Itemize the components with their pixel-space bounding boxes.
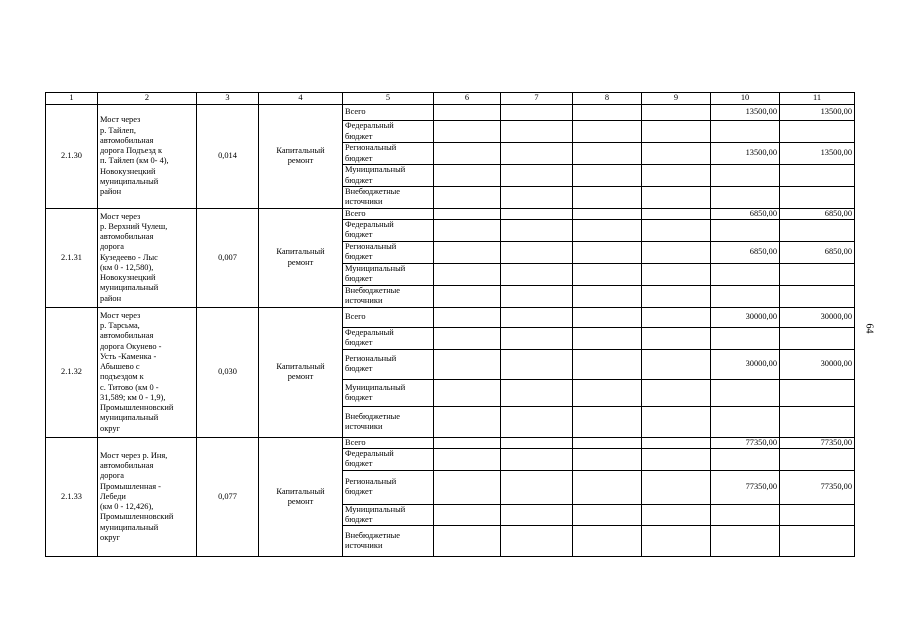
amount-col11-cell — [780, 219, 855, 241]
amount-col11-cell: 77350,00 — [780, 470, 855, 504]
empty-cell — [434, 470, 501, 504]
object-name-cell: Мост через р. Верхний Чулеш, автомобильная дорога Кузедеево - Лыс (км 0 - 12,580), Новокузнецкий муниципальный район — [98, 208, 197, 307]
empty-cell — [434, 526, 501, 557]
empty-cell — [501, 219, 573, 241]
funding-source-cell: Внебюджетные источники — [343, 285, 434, 307]
header-cell: 4 — [259, 93, 343, 105]
empty-cell — [573, 437, 642, 448]
empty-cell — [642, 105, 711, 121]
empty-cell — [501, 379, 573, 406]
amount-col11-cell: 13500,00 — [780, 143, 855, 165]
empty-cell — [573, 187, 642, 209]
empty-cell — [642, 470, 711, 504]
empty-cell — [642, 165, 711, 187]
empty-cell — [573, 219, 642, 241]
empty-cell — [642, 241, 711, 263]
header-cell: 7 — [501, 93, 573, 105]
funding-source-cell: Федеральный бюджет — [343, 327, 434, 349]
funding-source-cell: Федеральный бюджет — [343, 219, 434, 241]
header-cell: 1 — [46, 93, 98, 105]
empty-cell — [642, 379, 711, 406]
amount-col10-cell — [711, 285, 780, 307]
funding-source-cell: Всего — [343, 105, 434, 121]
empty-cell — [573, 379, 642, 406]
table-row — [46, 307, 855, 327]
empty-cell — [434, 307, 501, 327]
empty-cell — [501, 470, 573, 504]
funding-source-cell: Внебюджетные источники — [343, 406, 434, 437]
empty-cell — [501, 437, 573, 448]
amount-col11-cell — [780, 379, 855, 406]
header-cell: 10 — [711, 93, 780, 105]
amount-col10-cell — [711, 449, 780, 471]
amount-col11-cell — [780, 285, 855, 307]
empty-cell — [434, 121, 501, 143]
empty-cell — [434, 285, 501, 307]
budget-table — [45, 92, 855, 557]
amount-col11-cell — [780, 263, 855, 285]
empty-cell — [573, 208, 642, 219]
empty-cell — [501, 285, 573, 307]
empty-cell — [642, 449, 711, 471]
amount-col10-cell — [711, 504, 780, 526]
empty-cell — [434, 165, 501, 187]
empty-cell — [573, 406, 642, 437]
empty-cell — [434, 143, 501, 165]
empty-cell — [642, 307, 711, 327]
empty-cell — [642, 263, 711, 285]
empty-cell — [573, 121, 642, 143]
work-type-cell: Капитальный ремонт — [259, 307, 343, 437]
item-code-cell: 2.1.31 — [46, 208, 98, 307]
amount-col10-cell — [711, 379, 780, 406]
empty-cell — [501, 208, 573, 219]
empty-cell — [434, 449, 501, 471]
empty-cell — [434, 437, 501, 448]
amount-col10-cell — [711, 526, 780, 557]
work-type-cell: Капитальный ремонт — [259, 208, 343, 307]
empty-cell — [501, 165, 573, 187]
empty-cell — [642, 219, 711, 241]
object-name-cell: Мост через р. Тарсьма, автомобильная дорога Окунево - Усть -Каменка - Абышево с подъездом к с. Титово (км 0 - 31,589; км 0 - 1,9), Промышленновский муниципальный округ — [98, 307, 197, 437]
funding-source-cell: Муниципальный бюджет — [343, 504, 434, 526]
work-type-cell: Капитальный ремонт — [259, 105, 343, 209]
empty-cell — [573, 241, 642, 263]
empty-cell — [434, 208, 501, 219]
funding-source-cell: Региональный бюджет — [343, 349, 434, 379]
amount-col10-cell: 6850,00 — [711, 241, 780, 263]
amount-col11-cell — [780, 406, 855, 437]
amount-col10-cell — [711, 219, 780, 241]
empty-cell — [434, 105, 501, 121]
amount-col10-cell — [711, 327, 780, 349]
header-cell: 9 — [642, 93, 711, 105]
length-cell: 0,030 — [197, 307, 259, 437]
empty-cell — [642, 143, 711, 165]
empty-cell — [434, 187, 501, 209]
amount-col10-cell: 77350,00 — [711, 437, 780, 448]
amount-col11-cell — [780, 504, 855, 526]
empty-cell — [434, 327, 501, 349]
empty-cell — [642, 526, 711, 557]
amount-col11-cell: 6850,00 — [780, 208, 855, 219]
empty-cell — [573, 165, 642, 187]
header-cell: 11 — [780, 93, 855, 105]
empty-cell — [573, 449, 642, 471]
empty-cell — [642, 208, 711, 219]
amount-col11-cell — [780, 121, 855, 143]
amount-col10-cell: 30000,00 — [711, 307, 780, 327]
amount-col10-cell — [711, 165, 780, 187]
empty-cell — [501, 105, 573, 121]
funding-source-cell: Федеральный бюджет — [343, 121, 434, 143]
amount-col11-cell — [780, 327, 855, 349]
empty-cell — [434, 504, 501, 526]
amount-col11-cell — [780, 165, 855, 187]
amount-col11-cell — [780, 187, 855, 209]
amount-col10-cell — [711, 406, 780, 437]
funding-source-cell: Региональный бюджет — [343, 470, 434, 504]
empty-cell — [573, 263, 642, 285]
funding-source-cell: Всего — [343, 208, 434, 219]
header-cell: 3 — [197, 93, 259, 105]
header-cell: 5 — [343, 93, 434, 105]
empty-cell — [642, 285, 711, 307]
empty-cell — [642, 406, 711, 437]
amount-col10-cell — [711, 263, 780, 285]
empty-cell — [501, 349, 573, 379]
amount-col11-cell: 13500,00 — [780, 105, 855, 121]
empty-cell — [573, 307, 642, 327]
empty-cell — [573, 470, 642, 504]
empty-cell — [434, 379, 501, 406]
amount-col10-cell — [711, 187, 780, 209]
object-name-cell: Мост через р. Иня, автомобильная дорога Промышленная - Лебеди (км 0 - 12,426), Промышленновский муниципальный округ — [98, 437, 197, 556]
empty-cell — [501, 307, 573, 327]
header-cell: 2 — [98, 93, 197, 105]
amount-col11-cell: 30000,00 — [780, 349, 855, 379]
length-cell: 0,014 — [197, 105, 259, 209]
empty-cell — [642, 327, 711, 349]
amount-col11-cell — [780, 449, 855, 471]
empty-cell — [573, 526, 642, 557]
amount-col10-cell: 13500,00 — [711, 105, 780, 121]
work-type-cell: Капитальный ремонт — [259, 437, 343, 556]
amount-col11-cell: 77350,00 — [780, 437, 855, 448]
header-cell: 8 — [573, 93, 642, 105]
empty-cell — [573, 349, 642, 379]
empty-cell — [501, 121, 573, 143]
header-row — [46, 93, 855, 105]
empty-cell — [501, 187, 573, 209]
empty-cell — [642, 504, 711, 526]
item-code-cell: 2.1.33 — [46, 437, 98, 556]
amount-col11-cell: 30000,00 — [780, 307, 855, 327]
amount-col10-cell — [711, 121, 780, 143]
empty-cell — [434, 263, 501, 285]
empty-cell — [642, 187, 711, 209]
empty-cell — [573, 143, 642, 165]
empty-cell — [501, 143, 573, 165]
amount-col10-cell: 77350,00 — [711, 470, 780, 504]
funding-source-cell: Муниципальный бюджет — [343, 379, 434, 406]
empty-cell — [501, 406, 573, 437]
funding-source-cell: Всего — [343, 307, 434, 327]
object-name-cell: Мост через р. Тайлеп, автомобильная дорога Подъезд к п. Тайлеп (км 0- 4), Новокузнецкий муниципальный район — [98, 105, 197, 209]
empty-cell — [642, 121, 711, 143]
empty-cell — [501, 263, 573, 285]
length-cell: 0,007 — [197, 208, 259, 307]
empty-cell — [573, 504, 642, 526]
funding-source-cell: Муниципальный бюджет — [343, 263, 434, 285]
empty-cell — [642, 437, 711, 448]
amount-col10-cell: 30000,00 — [711, 349, 780, 379]
funding-source-cell: Внебюджетные источники — [343, 187, 434, 209]
table-row — [46, 208, 855, 219]
empty-cell — [573, 105, 642, 121]
funding-source-cell: Региональный бюджет — [343, 241, 434, 263]
length-cell: 0,077 — [197, 437, 259, 556]
empty-cell — [642, 349, 711, 379]
item-code-cell: 2.1.32 — [46, 307, 98, 437]
funding-source-cell: Муниципальный бюджет — [343, 165, 434, 187]
empty-cell — [573, 285, 642, 307]
funding-source-cell: Региональный бюджет — [343, 143, 434, 165]
amount-col10-cell: 13500,00 — [711, 143, 780, 165]
empty-cell — [501, 504, 573, 526]
amount-col10-cell: 6850,00 — [711, 208, 780, 219]
funding-source-cell: Федеральный бюджет — [343, 449, 434, 471]
empty-cell — [434, 406, 501, 437]
empty-cell — [434, 349, 501, 379]
header-cell: 6 — [434, 93, 501, 105]
empty-cell — [501, 327, 573, 349]
page-number: 64 — [863, 323, 875, 334]
funding-source-cell: Внебюджетные источники — [343, 526, 434, 557]
empty-cell — [434, 219, 501, 241]
amount-col11-cell — [780, 526, 855, 557]
empty-cell — [573, 327, 642, 349]
empty-cell — [501, 241, 573, 263]
empty-cell — [434, 241, 501, 263]
empty-cell — [501, 526, 573, 557]
item-code-cell: 2.1.30 — [46, 105, 98, 209]
empty-cell — [501, 449, 573, 471]
table-row — [46, 437, 855, 448]
table-row — [46, 105, 855, 121]
amount-col11-cell: 6850,00 — [780, 241, 855, 263]
funding-source-cell: Всего — [343, 437, 434, 448]
